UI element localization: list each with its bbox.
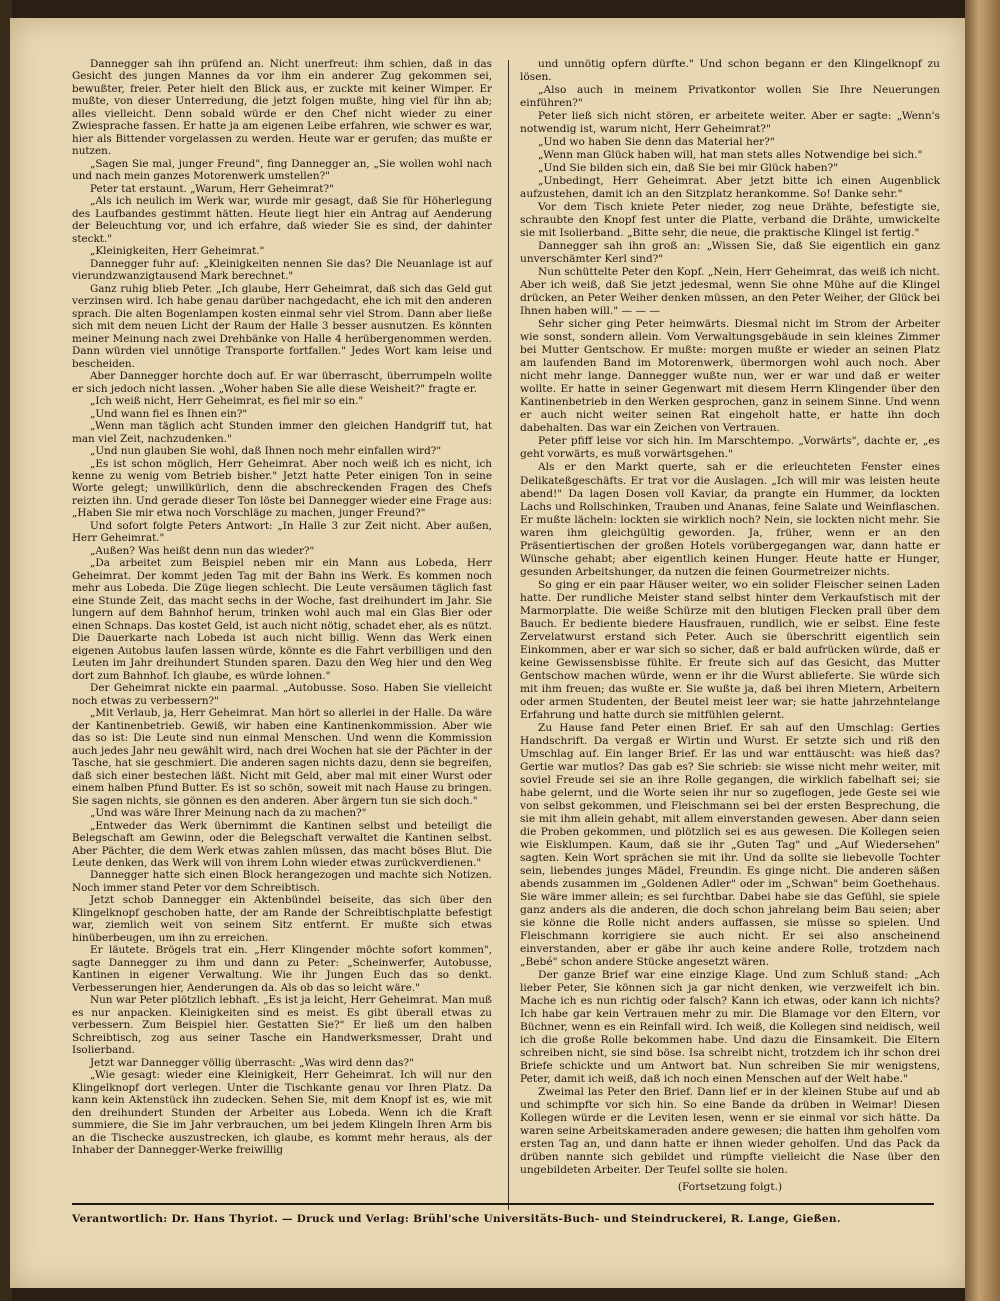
paragraph: Jetzt schob Dannegger ein Aktenbündel beiseite, das sich über den Klingelknopf geschoben hatte, der am Rande der Schreibtischplatte befestigt war, ziemlich weit von seinem Sitz entfernt. Er mußte sich etwas hinüberbeugen, um ihn zu erreichen. [72,894,492,944]
paragraph: Dannegger fuhr auf: „Kleinigkeiten nennen Sie das? Die Neuanlage ist auf vierundzwanzigtausend Mark berechnet." [72,257,492,283]
paragraph: Dannegger sah ihn groß an: „Wissen Sie, daß Sie eigentlich ein ganz unverschämter Kerl sind?" [520,240,940,266]
paragraph: „Entweder das Werk übernimmt die Kantinen selbst und beteiligt die Belegschaft am Gewinn, oder die Belegschaft verwaltet die Kantinen selbst. Aber Pächter, die dem Werk etwas zahlen müssen, das macht böses Blut. Die Leute denken, das Werk will von ihrem Lohn wieder etwas zurückverdienen." [72,819,492,869]
paragraph: „Ich weiß nicht, Herr Geheimrat, es fiel mir so ein." [90,395,364,408]
paragraph: Er läutete. Brögels trat ein. „Herr Klingender möchte sofort kommen", sagte Dannegger zu ihm und dann zu Peter: „Scheinwerfer, Autobusse, Kantinen in eigener Verwaltung. Wie ihr Jungen Euch das so denkt. Verbesserungen hier, Aenderungen da. Als ob das so leicht wäre." [72,944,492,994]
paragraph: „Und was wäre Ihrer Meinung nach da zu machen?" [90,807,367,820]
paragraph: „Mit Verlaub, ja, Herr Geheimrat. Man hört so allerlei in der Halle. Da wäre der Kantinenbetrieb. Gewiß, wir haben eine Kantinenkommission. Aber wie das so ist: Die Leute sind nun einmal Menschen. Und wenn die Kommission auch jedes Jahr neu gewählt wird, nach drei Wochen hat sie der Pächter in der Tasche, hat sie geschmiert. Die anderen sagen nichts dazu, denn sie begreifen, daß sich einer bestechen läßt. Nicht mit Geld, aber mal mit einer Wurst oder einem halben Pfund Butter. Es ist so schön, soweit mit nach Hause zu bringen. Sie sagen nichts, sie gönnen es den anderen. Aber ärgern tun sie sich doch." [72,707,492,807]
paragraph: „Als ich neulich im Werk war, wurde mir gesagt, daß Sie für Höherlegung des Laufbandes gestimmt hätten. Heute liegt hier ein Antrag auf Aenderung der Beleuchtung vor, und ich erfahre, daß wieder Sie es sind, der dahinter steckt." [72,195,492,245]
paragraph: „Unbedingt, Herr Geheimrat. Aber jetzt bitte ich einen Augenblick aufzustehen, damit ich an den Sitzplatz herankomme. So! Danke sehr." [520,175,940,201]
imprint-line: Verantwortlich: Dr. Hans Thyriot. — Druck und Verlag: Brühl'sche Universitäts-Buch- und Steindruckerei, R. Lange, Gießen. [72,1213,841,1225]
paragraph: „Da arbeitet zum Beispiel neben mir ein Mann aus Lobeda, Herr Geheimrat. Der kommt jeden Tag mit der Bahn ins Werk. Es kommen noch mehr aus Lobeda. Die Züge liegen schlecht. Die Leute versäumen täglich fast eine Stunde Zeit, das macht sechs in der Woche, fast dreihundert im Jahr. Sie lungern auf dem Bahnhof herum, trinken wohl auch mal ein Glas Bier oder einen Schnaps. Das kostet Geld, ist auch nicht nötig, schadet eher, als es nützt. Die Dauerkarte nach Lobeda ist auch nicht billig. Wenn das Werk einen eigenen Autobus laufen lassen würde, könnte es die Fahrt verbilligen und den Leuten im Jahr dreihundert Stunden sparen. Dazu den Weg hier und den Weg dort zum Bahnhof. Ich glaube, es würde lohnen." [72,557,492,682]
paragraph: und unnötig opfern dürfte." Und schon begann er den Klingelknopf zu lösen. [520,58,940,84]
paragraph: Peter pfiff leise vor sich hin. Im Marschtempo. „Vorwärts", dachte er, „es geht vorwärts, es muß vorwärtsgehen." [520,435,940,461]
paragraph: Ganz ruhig blieb Peter. „Ich glaube, Herr Geheimrat, daß sich das Geld gut verzinsen wird. Ich habe genau darüber nachgedacht, ehe ich mit den anderen sprach. Die alten Bogenlampen kosten einmal sehr viel Strom. Dann aber ließe sich mit dem neuen Licht der Raum der Halle 3 besser ausnutzen. Es könnten meiner Meinung nach zwei Drehbänke von Halle 4 herübergenommen werden. Dann würden viel unnötige Transporte fortfallen." Jedes Wort kam leise und bescheiden. [72,282,492,370]
right-text-column [520,58,940,1194]
paragraph: „Wenn man täglich acht Stunden immer den gleichen Handgriff tut, hat man viel Zeit, nachzudenken." [72,420,492,445]
paragraph: „Sagen Sie mal, junger Freund", fing Dannegger an, „Sie wollen wohl nach und nach mein ganzes Motorenwerk umstellen?" [72,157,492,183]
paragraph: „Also auch in meinem Privatkontor wollen Sie Ihre Neuerungen einführen?" [520,84,940,110]
paragraph: Zweimal las Peter den Brief. Dann lief er in der kleinen Stube auf und ab und schimpfte vor sich hin. So eine Bande da drüben in Weimar! Diesen Kollegen würde er die Leviten lesen, wenn er sie einmal vor sich hätte. Da waren seine Arbeitskameraden andere gewesen; die hatten ihm geholfen vom ersten Tag an, und dann hatte er ihnen wieder geholfen. Und das Pack da drüben nannte sich gebildet und rümpfte vielleicht die Nase über den ungebildeten Arbeiter. Der Teufel sollte sie holen. [520,1086,940,1177]
book-spine-right [965,0,1000,1301]
paragraph: „Und wann fiel es Ihnen ein?" [90,407,248,420]
paragraph: „Kleinigkeiten, Herr Geheimrat." [90,245,265,258]
paragraph: Peter ließ sich nicht stören, er arbeitete weiter. Aber er sagte: „Wenn's notwendig ist, warum nicht, Herr Geheimrat?" [520,110,940,136]
paragraph: „Es ist schon möglich, Herr Geheimrat. Aber noch weiß ich es nicht, ich kenne zu wenig vom Betrieb bisher." Jetzt hatte Peter einigen Ton in seine Worte gelegt; unwillkürlich, denn die abschreckenden Fragen des Chefs reizten ihn. Und gerade dieser Ton löste bei Dannegger wieder eine Frage aus: „Haben Sie mir etwa noch Vorschläge zu machen, junger Freund?" [72,457,492,520]
paragraph: Vor dem Tisch kniete Peter nieder, zog neue Drähte, befestigte sie, schraubte den Knopf fest unter die Platte, verband die Drähte, umwickelte sie mit Isolierband. „Bitte sehr, die neue, die praktische Klingel ist fertig." [520,201,940,240]
paragraph: Der ganze Brief war eine einzige Klage. Und zum Schluß stand: „Ach lieber Peter, Sie können sich ja gar nicht denken, wie verzweifelt ich bin. Mache ich es nun richtig oder falsch? Kann ich etwas, oder kann ich nichts? Ich habe gar kein Vertrauen mehr zu mir. Die Blamage vor den Eltern, vor Büchner, wenn es ein Reinfall wird. Ich weiß, die Kollegen sind neidisch, weil ich die große Rolle bekommen habe. Und dazu die Einsamkeit. Die Eltern schreiben nicht, sie sind böse. Isa schreibt nicht, trotzdem ich ihr schon drei Briefe schickte und um Antwort bat. Nun schreiben Sie mir wenigstens, Peter, damit ich weiß, daß ich noch einen Menschen auf der Welt habe." [520,969,940,1086]
continuation-note: (Fortsetzung folgt.) [677,1181,783,1194]
paragraph: „Und nun glauben Sie wohl, daß Ihnen noch mehr einfallen wird?" [90,445,442,458]
paragraph: Peter tat erstaunt. „Warum, Herr Geheimrat?" [90,182,334,195]
paragraph: Aber Dannegger horchte doch auf. Er war überrascht, überrumpeln wollte er sich jedoch nicht lassen. „Woher haben Sie alle diese Weisheit?" fragte er. [72,370,492,395]
footer-rule [72,1203,934,1205]
paragraph: „Und wo haben Sie denn das Material her?" [538,136,775,149]
paragraph: So ging er ein paar Häuser weiter, wo ein solider Fleischer seinen Laden hatte. Der rundliche Meister stand selbst hinter dem Verkaufstisch mit der Marmorplatte. Die weiße Schürze mit den blutigen Flecken prall über dem Bauch. Er bediente biedere Hausfrauen, rundlich, wie er selbst. Eine feste Zervelatwurst erstand sich Peter. Auch sie überschritt eigentlich sein Einkommen, aber er war sich so sicher, daß er bald aufrücken würde, daß er keine Gewissensbisse fühlte. Er freute sich auf das Gesicht, das Mutter Gentschow machen würde, wenn er ihr die Wurst ablieferte. Sie würde sich mit ihm freuen; das wußte er. Sie wußte ja, daß bei ihren Mietern, Arbeitern oder armen Studenten, der Beutel meist leer war; sie hatte jahrzehntelange Erfahrung und hatte durch sie mitfühlen gelernt. [520,578,940,721]
paragraph: „Und Sie bilden sich ein, daß Sie bei mir Glück haben?" [538,162,839,175]
paragraph: „Wenn man Glück haben will, hat man stets alles Notwendige bei sich." [538,149,923,162]
paragraph: Dannegger sah ihn prüfend an. Nicht unerfreut: ihm schien, daß in das Gesicht des jungen Mannes da vor ihm ein anderer Zug gekommen sei, bewußter, freier. Peter hielt den Blick aus, er zuckte mit keiner Wimper. Er mußte, von dieser Unterredung, die jetzt folgen mußte, hing viel für ihn ab; alles vielleicht. Denn sobald würde er den Chef nicht wieder zu einer Zwiesprache fassen. Er hatte ja am eigenen Leibe erfahren, wie schwer es war, hier als Bittender vorgelassen zu werden. Heute war er gerufen; das mußte er nutzen. [72,58,492,158]
paragraph: Und sofort folgte Peters Antwort: „In Halle 3 zur Zeit nicht. Aber außen, Herr Geheimrat." [72,519,492,545]
paragraph: Nun schüttelte Peter den Kopf. „Nein, Herr Geheimrat, das weiß ich nicht. Aber ich weiß, daß Sie jetzt jedesmal, wenn Sie ohne Mühe auf die Klingel drücken, an Peter Weiher denken müssen, an den Peter Weiher, der Glück bei Ihnen haben will." — — — [520,266,940,318]
paragraph: Dannegger hatte sich einen Block herangezogen und machte sich Notizen. Noch immer stand Peter vor dem Schreibtisch. [72,869,492,894]
left-text-column [72,58,492,1157]
paragraph: „Außen? Was heißt denn nun das wieder?" [90,544,315,557]
column-divider [508,60,509,1210]
paragraph: Als er den Markt querte, sah er die erleuchteten Fenster eines Delikateßgeschäfts. Er trat vor die Auslagen. „Ich will mir was leisten heute abend!" Da lagen Dosen voll Kaviar, da prangte ein Hummer, da lockten Lachs und Rollschinken, Trauben und Ananas, feine Salate und Weinflaschen. Er mußte lächeln: lockten sie wirklich noch? Nein, sie lockten nicht mehr. Sie waren ihm gleichgültig geworden. Ja, früher, wenn er an den Präsentiertischen der großen Hotels vorübergegangen war, dann hatte er Wünsche gehabt; aber eigentlich keinen Hunger. Heute hatte er Hunger, gesunden Arbeitshunger, da nutzen die feinen Gourmetreizer nichts. [520,461,940,578]
paragraph: Der Geheimrat nickte ein paarmal. „Autobusse. Soso. Haben Sie vielleicht noch etwas zu verbessern?" [72,682,492,707]
paragraph: Sehr sicher ging Peter heimwärts. Diesmal nicht im Strom der Arbeiter wie sonst, sondern allein. Vom Verwaltungsgebäude in sein kleines Zimmer bei Mutter Gentschow. Er mußte: morgen mußte er wieder an seinen Platz am laufenden Band im Motorenwerk, übermorgen wohl auch noch. Aber nicht mehr lange. Dannegger wußte nun, wer er war und daß er weiter wollte. Er hatte in seiner Gegenwart mit diesem Herrn Klingender über den Kantinenbetrieb in den Werken gesprochen, ganz in seinem Sinne. Und wenn er auch nicht weiter seinen Rat eingeholt hatte, er hatte ihn doch dabehalten. Das war ein Zeichen von Vertrauen. [520,318,940,435]
paragraph: Jetzt war Dannegger völlig überrascht: „Was wird denn das?" [90,1056,414,1069]
paragraph: Nun war Peter plötzlich lebhaft. „Es ist ja leicht, Herr Geheimrat. Man muß es nur anpacken. Kleinigkeiten sind es meist. Es gibt überall etwas zu verbessern. Zum Beispiel hier. Gestatten Sie?" Er ließ um den halben Schreibtisch, zog aus seiner Tasche ein Handwerksmesser, Draht und Isolierband. [72,994,492,1057]
paragraph: Zu Hause fand Peter einen Brief. Er sah auf den Umschlag: Gerties Handschrift. Da vergaß er Wirtin und Wurst. Er setzte sich und riß den Umschlag auf. Ein langer Brief. Er las und war enttäuscht: was hieß das? Gertie war mutlos? Das gab es? Sie schrieb: sie wisse nicht mehr weiter, mit soviel Freude sei sie an ihre Rolle gegangen, die wirklich fabelhaft sei; sie habe gelernt, und die Worte seien ihr nur so zugeflogen, jede Geste sei wie von selbst gekommen, und Fleischmann sei bei der ersten Besprechung, die sie mit ihm allein gehabt, mit allem einverstanden gewesen. Aber dann seien die Proben gekommen, und plötzlich sei es aus gewesen. Die Kollegen seien wie Eisklumpen. Kaum, daß sie ihr „Guten Tag" und „Auf Wiedersehen" sagten. Kein Wort sprächen sie mit ihr. Und da sollte sie liebevolle Tochter sein, liebendes junges Mädel, Freundin. Es ginge nicht. Die anderen säßen abends zusammen im „Goldenen Adler" oder im „Schwan" beim Goethehaus. Sie wäre immer allein; es sei furchtbar. Dabei habe sie das Gefühl, sie spiele ganz anders als die anderen, die doch schon jahrelang beim Bau seien; aber sie könne die Rolle nicht anders auffassen, sie müsse so spielen. Und Fleischmann korrigiere sie auch nicht. Er sei also anscheinend einverstanden, aber er gäbe ihr auch keine andere Rolle, trotzdem nach „Bebé" schon andere Stücke angesetzt wären. [520,721,940,969]
paragraph: „Wie gesagt: wieder eine Kleinigkeit, Herr Geheimrat. Ich will nur den Klingelknopf dort verlegen. Unter die Tischkante genau vor Ihren Platz. Da kann kein Aktenstück ihn zudecken. Sehen Sie, mit dem Knopf ist es, wie mit den dreihundert Stunden der Arbeiter aus Lobeda. Wenn ich die Kraft summiere, die Sie im Jahr verbrauchen, um bei jedem Klingeln Ihren Arm bis an die Tischecke auszustrecken, ich glaube, es kommt mehr heraus, als der Inhaber der Dannegger-Werke freiwillig [72,1069,492,1157]
